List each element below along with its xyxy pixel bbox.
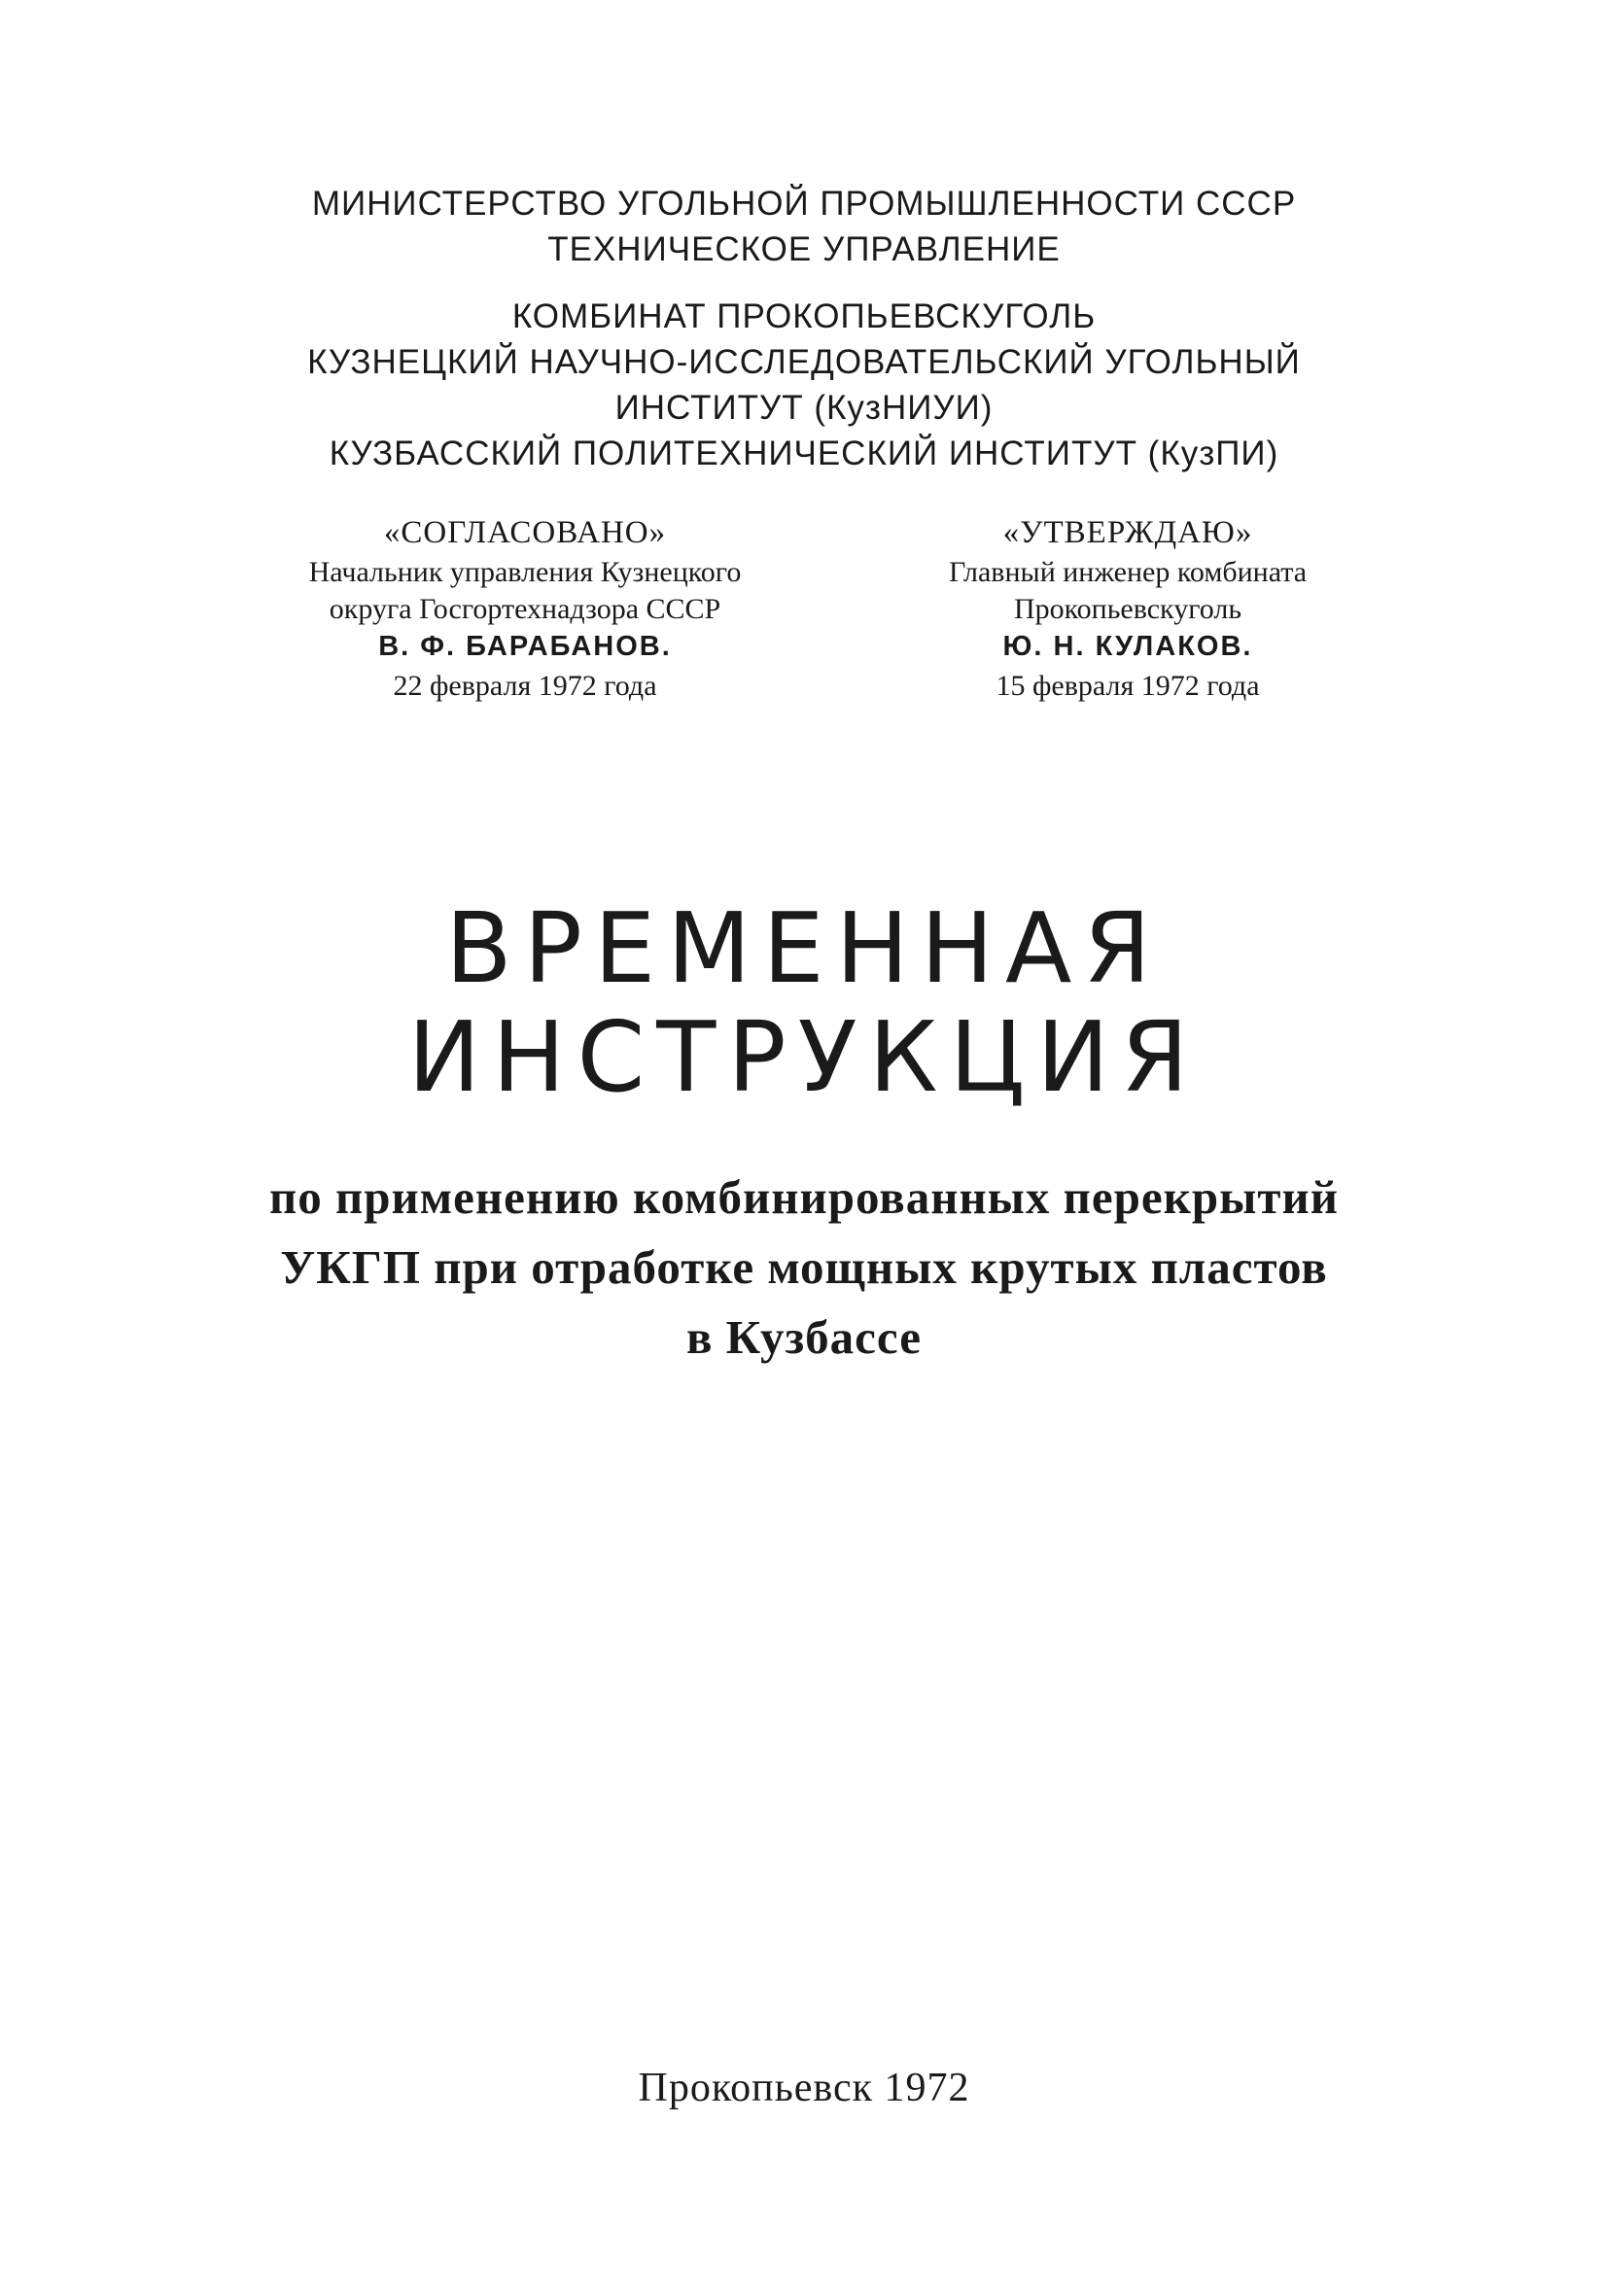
- approved-stamp: «УТВЕРЖДАЮ»: [1002, 515, 1253, 550]
- research-institute-abbr: ИНСТИТУТ (КузНИУИ): [614, 389, 994, 427]
- subtitle-line-1: по применению комбинированных перекрытий: [269, 1170, 1339, 1224]
- approved-position-line2: Прокопьевскуголь: [1013, 593, 1242, 625]
- publication-place-year: Прокопьевск 1972: [638, 2066, 970, 2110]
- combine-name: КОМБИНАТ ПРОКОПЬЕВСКУГОЛЬ: [511, 297, 1097, 335]
- agreed-signatory-name: В. Ф. БАРАБАНОВ.: [378, 631, 672, 662]
- research-institute-name: КУЗНЕЦКИЙ НАУЧНО-ИССЛЕДОВАТЕЛЬСКИЙ УГОЛЬНЫЙ: [307, 343, 1301, 381]
- subtitle-line-2: УКГП при отработке мощных крутых пластов: [280, 1240, 1328, 1294]
- approval-approved-block: [875, 511, 1381, 708]
- approved-signatory-name: Ю. Н. КУЛАКОВ.: [1002, 631, 1253, 662]
- ministry-header: [0, 181, 1608, 272]
- approved-position-line1: Главный инженер комбината: [948, 556, 1308, 588]
- ministry-name: МИНИСТЕРСТВО УГОЛЬНОЙ ПРОМЫШЛЕННОСТИ СССР: [311, 185, 1297, 223]
- polytechnic-institute-name: КУЗБАССКИЙ ПОЛИТЕХНИЧЕСКИЙ ИНСТИТУТ (КузПИ): [329, 435, 1279, 472]
- technical-department: ТЕХНИЧЕСКОЕ УПРАВЛЕНИЕ: [547, 230, 1061, 268]
- subtitle-line-3: в Кузбассе: [685, 1310, 923, 1364]
- title-line-2: ИНСТРУКЦИЯ: [407, 1000, 1201, 1114]
- document-title: [0, 891, 1608, 1114]
- document-subtitle: [0, 1163, 1608, 1373]
- approved-date: 15 февраля 1972 года: [996, 670, 1260, 702]
- agreed-position-line1: Начальник управления Кузнецкого: [308, 556, 742, 588]
- approval-agreed-block: [224, 511, 826, 708]
- agreed-date: 22 февраля 1972 года: [393, 670, 657, 702]
- title-line-1: ВРЕМЕННАЯ: [445, 891, 1163, 1005]
- institutions-header: [0, 294, 1608, 476]
- agreed-position-line2: округа Госгортехнадзора СССР: [329, 593, 721, 625]
- agreed-stamp: «СОГЛАСОВАНО»: [383, 515, 667, 550]
